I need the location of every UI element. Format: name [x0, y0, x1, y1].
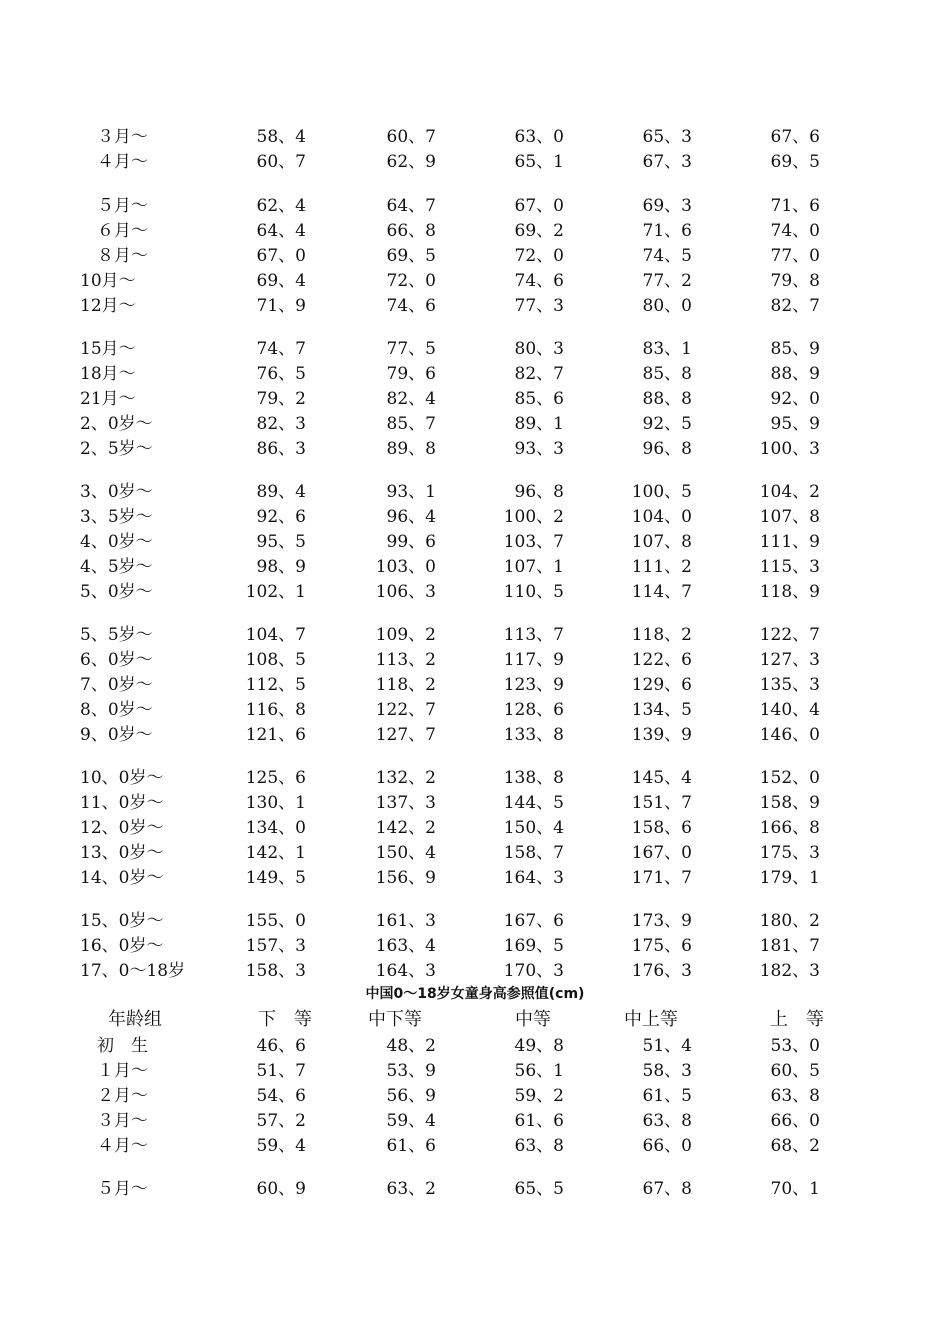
- table-row: [0, 412, 950, 436]
- cell-middle: 49、8: [514, 1036, 564, 1056]
- cell-upper-middle: 175、6: [631, 936, 692, 956]
- table-row: [0, 362, 950, 386]
- cell-middle: 72、0: [514, 246, 564, 266]
- table-row: [0, 337, 950, 361]
- cell-upper-middle: 145、4: [631, 768, 692, 788]
- table-row: [0, 1177, 950, 1201]
- cell-age: 6、0岁～: [80, 650, 153, 670]
- table-row: [0, 934, 950, 958]
- table-row: [0, 269, 950, 293]
- cell-upper-middle: 58、3: [642, 1061, 692, 1081]
- cell-lower: 76、5: [256, 364, 306, 384]
- cell-lower-middle: 161、3: [375, 911, 436, 931]
- table-row: [0, 959, 950, 983]
- cell-age: 11、0岁～: [80, 793, 164, 813]
- cell-lower-middle: 106、3: [375, 582, 436, 602]
- cell-upper-middle: 107、8: [631, 532, 692, 552]
- table-row: [0, 194, 950, 218]
- cell-upper-middle: 122、6: [631, 650, 692, 670]
- cell-age: 12月～: [80, 296, 136, 316]
- cell-middle: 63、0: [514, 127, 564, 147]
- cell-upper-middle: 85、8: [642, 364, 692, 384]
- cell-age: ５月～: [80, 196, 148, 216]
- cell-lower: 60、7: [256, 152, 306, 172]
- header-lower: 下 等: [258, 1009, 312, 1030]
- cell-lower-middle: 164、3: [375, 961, 436, 981]
- table-row: [0, 294, 950, 318]
- cell-upper-middle: 104、0: [631, 507, 692, 527]
- cell-middle: 82、7: [514, 364, 564, 384]
- cell-age: 15月～: [80, 339, 136, 359]
- header-middle: 中等: [515, 1009, 551, 1030]
- cell-upper: 66、0: [770, 1111, 820, 1131]
- cell-lower-middle: 72、0: [386, 271, 436, 291]
- cell-upper-middle: 171、7: [631, 868, 692, 888]
- cell-middle: 65、1: [514, 152, 564, 172]
- cell-lower: 71、9: [256, 296, 306, 316]
- cell-lower-middle: 118、2: [375, 675, 436, 695]
- cell-upper-middle: 67、3: [642, 152, 692, 172]
- cell-age: 4、0岁～: [80, 532, 153, 552]
- cell-lower: 74、7: [256, 339, 306, 359]
- cell-upper-middle: 74、5: [642, 246, 692, 266]
- cell-upper: 181、7: [759, 936, 820, 956]
- table-row: [0, 791, 950, 815]
- table-row: [0, 841, 950, 865]
- table-row: [0, 125, 950, 149]
- table-row: [0, 555, 950, 579]
- cell-lower: 60、9: [256, 1179, 306, 1199]
- cell-upper: 152、0: [759, 768, 820, 788]
- cell-age: 5、5岁～: [80, 625, 153, 645]
- cell-lower: 157、3: [245, 936, 306, 956]
- cell-lower: 92、6: [256, 507, 306, 527]
- cell-upper-middle: 67、8: [642, 1179, 692, 1199]
- table-row: [0, 530, 950, 554]
- cell-middle: 110、5: [503, 582, 564, 602]
- cell-lower-middle: 56、9: [386, 1086, 436, 1106]
- table-row: [0, 1134, 950, 1158]
- header-upper-middle: 中上等: [624, 1009, 678, 1030]
- cell-lower-middle: 66、8: [386, 221, 436, 241]
- cell-middle: 117、9: [503, 650, 564, 670]
- cell-upper: 67、6: [770, 127, 820, 147]
- cell-age: 13、0岁～: [80, 843, 164, 863]
- cell-upper-middle: 61、5: [642, 1086, 692, 1106]
- cell-middle: 74、6: [514, 271, 564, 291]
- table-row: [0, 816, 950, 840]
- cell-lower-middle: 163、4: [375, 936, 436, 956]
- cell-upper-middle: 100、5: [631, 482, 692, 502]
- cell-upper: 71、6: [770, 196, 820, 216]
- cell-upper-middle: 65、3: [642, 127, 692, 147]
- cell-lower: 134、0: [245, 818, 306, 838]
- header-lower-middle: 中下等: [368, 1009, 422, 1030]
- cell-age: 14、0岁～: [80, 868, 164, 888]
- table-row: [0, 505, 950, 529]
- cell-age: ８月～: [80, 246, 148, 266]
- cell-age: ６月～: [80, 221, 148, 241]
- cell-lower: 86、3: [256, 439, 306, 459]
- cell-middle: 170、3: [503, 961, 564, 981]
- cell-age: 17、0～18岁: [80, 961, 186, 981]
- cell-middle: 61、6: [514, 1111, 564, 1131]
- cell-lower-middle: 69、5: [386, 246, 436, 266]
- cell-age: 15、0岁～: [80, 911, 164, 931]
- cell-lower: 51、7: [256, 1061, 306, 1081]
- cell-age: 4、5岁～: [80, 557, 153, 577]
- cell-upper: 104、2: [759, 482, 820, 502]
- cell-upper: 53、0: [770, 1036, 820, 1056]
- cell-upper: 63、8: [770, 1086, 820, 1106]
- cell-age: ５月～: [80, 1179, 148, 1199]
- cell-lower: 125、6: [245, 768, 306, 788]
- table-row: [0, 723, 950, 747]
- table-row: [0, 1109, 950, 1133]
- cell-lower: 102、1: [245, 582, 306, 602]
- cell-lower: 69、4: [256, 271, 306, 291]
- cell-middle: 59、2: [514, 1086, 564, 1106]
- cell-upper-middle: 77、2: [642, 271, 692, 291]
- cell-upper: 175、3: [759, 843, 820, 863]
- cell-lower-middle: 127、7: [375, 725, 436, 745]
- cell-lower: 54、6: [256, 1086, 306, 1106]
- cell-middle: 63、8: [514, 1136, 564, 1156]
- cell-upper: 74、0: [770, 221, 820, 241]
- cell-upper: 82、7: [770, 296, 820, 316]
- cell-lower-middle: 82、4: [386, 389, 436, 409]
- cell-lower-middle: 85、7: [386, 414, 436, 434]
- table-row: [0, 580, 950, 604]
- cell-upper: 92、0: [770, 389, 820, 409]
- cell-lower-middle: 113、2: [375, 650, 436, 670]
- cell-upper-middle: 96、8: [642, 439, 692, 459]
- cell-middle: 150、4: [503, 818, 564, 838]
- cell-upper-middle: 173、9: [631, 911, 692, 931]
- cell-age: 3、5岁～: [80, 507, 153, 527]
- table-row: [0, 387, 950, 411]
- header-age-group: 年龄组: [108, 1009, 162, 1030]
- cell-lower-middle: 109、2: [375, 625, 436, 645]
- cell-lower-middle: 60、7: [386, 127, 436, 147]
- cell-upper-middle: 71、6: [642, 221, 692, 241]
- cell-upper: 140、4: [759, 700, 820, 720]
- table-row: [0, 909, 950, 933]
- cell-middle: 67、0: [514, 196, 564, 216]
- cell-upper-middle: 92、5: [642, 414, 692, 434]
- cell-upper-middle: 114、7: [631, 582, 692, 602]
- cell-lower-middle: 74、6: [386, 296, 436, 316]
- cell-middle: 96、8: [514, 482, 564, 502]
- cell-age: 5、0岁～: [80, 582, 153, 602]
- table-row: [0, 698, 950, 722]
- cell-age: １月～: [80, 1061, 148, 1081]
- cell-lower-middle: 48、2: [386, 1036, 436, 1056]
- cell-lower-middle: 142、2: [375, 818, 436, 838]
- cell-lower: 112、5: [245, 675, 306, 695]
- cell-upper: 111、9: [759, 532, 820, 552]
- cell-age: 16、0岁～: [80, 936, 164, 956]
- cell-upper-middle: 134、5: [631, 700, 692, 720]
- cell-upper: 68、2: [770, 1136, 820, 1156]
- table-title: 中国0～18岁女童身高参照值(cm): [365, 986, 585, 1002]
- cell-upper: 158、9: [759, 793, 820, 813]
- cell-upper-middle: 151、7: [631, 793, 692, 813]
- cell-lower-middle: 137、3: [375, 793, 436, 813]
- cell-middle: 85、6: [514, 389, 564, 409]
- cell-middle: 89、1: [514, 414, 564, 434]
- cell-upper: 100、3: [759, 439, 820, 459]
- cell-middle: 164、3: [503, 868, 564, 888]
- cell-lower: 158、3: [245, 961, 306, 981]
- cell-age: ３月～: [80, 127, 148, 147]
- table-row: [0, 219, 950, 243]
- cell-upper-middle: 111、2: [631, 557, 692, 577]
- table-row: [0, 244, 950, 268]
- table-row: [0, 150, 950, 174]
- cell-lower: 108、5: [245, 650, 306, 670]
- cell-upper: 179、1: [759, 868, 820, 888]
- cell-lower-middle: 79、6: [386, 364, 436, 384]
- cell-middle: 138、8: [503, 768, 564, 788]
- cell-lower-middle: 64、7: [386, 196, 436, 216]
- cell-lower: 130、1: [245, 793, 306, 813]
- cell-upper: 146、0: [759, 725, 820, 745]
- cell-lower-middle: 62、9: [386, 152, 436, 172]
- table-row: [0, 766, 950, 790]
- cell-lower: 59、4: [256, 1136, 306, 1156]
- cell-age: ４月～: [80, 1136, 148, 1156]
- cell-lower: 98、9: [256, 557, 306, 577]
- cell-upper: 115、3: [759, 557, 820, 577]
- cell-upper: 107、8: [759, 507, 820, 527]
- table-row: [0, 1084, 950, 1108]
- cell-age: ４月～: [80, 152, 148, 172]
- cell-lower: 142、1: [245, 843, 306, 863]
- cell-middle: 158、7: [503, 843, 564, 863]
- cell-middle: 65、5: [514, 1179, 564, 1199]
- cell-upper: 166、8: [759, 818, 820, 838]
- cell-lower: 89、4: [256, 482, 306, 502]
- cell-lower-middle: 122、7: [375, 700, 436, 720]
- cell-age: 2、0岁～: [80, 414, 153, 434]
- cell-age: ２月～: [80, 1086, 148, 1106]
- header-upper: 上 等: [770, 1009, 824, 1030]
- cell-middle: 77、3: [514, 296, 564, 316]
- cell-lower-middle: 150、4: [375, 843, 436, 863]
- table-row: [0, 480, 950, 504]
- cell-lower-middle: 61、6: [386, 1136, 436, 1156]
- cell-upper: 77、0: [770, 246, 820, 266]
- cell-lower: 121、6: [245, 725, 306, 745]
- table-row: [0, 648, 950, 672]
- cell-upper-middle: 158、6: [631, 818, 692, 838]
- cell-lower-middle: 96、4: [386, 507, 436, 527]
- cell-lower: 79、2: [256, 389, 306, 409]
- cell-upper: 180、2: [759, 911, 820, 931]
- cell-lower-middle: 77、5: [386, 339, 436, 359]
- cell-lower-middle: 132、2: [375, 768, 436, 788]
- cell-upper: 60、5: [770, 1061, 820, 1081]
- cell-upper: 118、9: [759, 582, 820, 602]
- cell-upper-middle: 176、3: [631, 961, 692, 981]
- cell-middle: 144、5: [503, 793, 564, 813]
- cell-lower-middle: 53、9: [386, 1061, 436, 1081]
- cell-upper-middle: 51、4: [642, 1036, 692, 1056]
- cell-upper: 70、1: [770, 1179, 820, 1199]
- cell-age: 9、0岁～: [80, 725, 153, 745]
- cell-lower: 67、0: [256, 246, 306, 266]
- cell-middle: 100、2: [503, 507, 564, 527]
- cell-upper: 135、3: [759, 675, 820, 695]
- cell-lower: 104、7: [245, 625, 306, 645]
- cell-lower-middle: 103、0: [375, 557, 436, 577]
- cell-middle: 93、3: [514, 439, 564, 459]
- cell-middle: 169、5: [503, 936, 564, 956]
- cell-age: 3、0岁～: [80, 482, 153, 502]
- cell-upper-middle: 129、6: [631, 675, 692, 695]
- cell-age: 21月～: [80, 389, 136, 409]
- cell-age: 10月～: [80, 271, 136, 291]
- cell-lower-middle: 59、4: [386, 1111, 436, 1131]
- cell-lower: 64、4: [256, 221, 306, 241]
- cell-lower-middle: 89、8: [386, 439, 436, 459]
- cell-lower: 46、6: [256, 1036, 306, 1056]
- cell-age: 7、0岁～: [80, 675, 153, 695]
- cell-upper-middle: 83、1: [642, 339, 692, 359]
- cell-lower: 58、4: [256, 127, 306, 147]
- cell-lower-middle: 63、2: [386, 1179, 436, 1199]
- cell-upper: 182、3: [759, 961, 820, 981]
- cell-upper-middle: 80、0: [642, 296, 692, 316]
- cell-lower-middle: 93、1: [386, 482, 436, 502]
- cell-lower: 57、2: [256, 1111, 306, 1131]
- cell-upper-middle: 88、8: [642, 389, 692, 409]
- cell-upper-middle: 118、2: [631, 625, 692, 645]
- cell-lower: 155、0: [245, 911, 306, 931]
- cell-lower: 116、8: [245, 700, 306, 720]
- cell-lower: 95、5: [256, 532, 306, 552]
- cell-upper-middle: 167、0: [631, 843, 692, 863]
- cell-upper: 122、7: [759, 625, 820, 645]
- cell-upper-middle: 139、9: [631, 725, 692, 745]
- cell-lower: 62、4: [256, 196, 306, 216]
- cell-age: 10、0岁～: [80, 768, 164, 788]
- cell-age: 8、0岁～: [80, 700, 153, 720]
- cell-middle: 56、1: [514, 1061, 564, 1081]
- cell-middle: 80、3: [514, 339, 564, 359]
- cell-middle: 113、7: [503, 625, 564, 645]
- cell-age: ３月～: [80, 1111, 148, 1131]
- cell-upper: 85、9: [770, 339, 820, 359]
- cell-upper-middle: 66、0: [642, 1136, 692, 1156]
- cell-lower-middle: 99、6: [386, 532, 436, 552]
- cell-middle: 133、8: [503, 725, 564, 745]
- cell-middle: 167、6: [503, 911, 564, 931]
- cell-middle: 107、1: [503, 557, 564, 577]
- cell-middle: 128、6: [503, 700, 564, 720]
- cell-middle: 123、9: [503, 675, 564, 695]
- cell-age: 18月～: [80, 364, 136, 384]
- cell-age: 12、0岁～: [80, 818, 164, 838]
- cell-upper: 95、9: [770, 414, 820, 434]
- cell-middle: 103、7: [503, 532, 564, 552]
- cell-upper: 69、5: [770, 152, 820, 172]
- cell-lower: 82、3: [256, 414, 306, 434]
- cell-lower-middle: 156、9: [375, 868, 436, 888]
- table-row: [0, 673, 950, 697]
- cell-upper-middle: 63、8: [642, 1111, 692, 1131]
- cell-middle: 69、2: [514, 221, 564, 241]
- table-row: [0, 1059, 950, 1083]
- cell-upper-middle: 69、3: [642, 196, 692, 216]
- table-row: [0, 623, 950, 647]
- cell-upper: 88、9: [770, 364, 820, 384]
- cell-upper: 79、8: [770, 271, 820, 291]
- cell-upper: 127、3: [759, 650, 820, 670]
- cell-age: 2、5岁～: [80, 439, 153, 459]
- cell-age: 初 生: [80, 1036, 148, 1056]
- table-row: [0, 866, 950, 890]
- table-row: [0, 437, 950, 461]
- cell-lower: 149、5: [245, 868, 306, 888]
- table-row: [0, 1034, 950, 1058]
